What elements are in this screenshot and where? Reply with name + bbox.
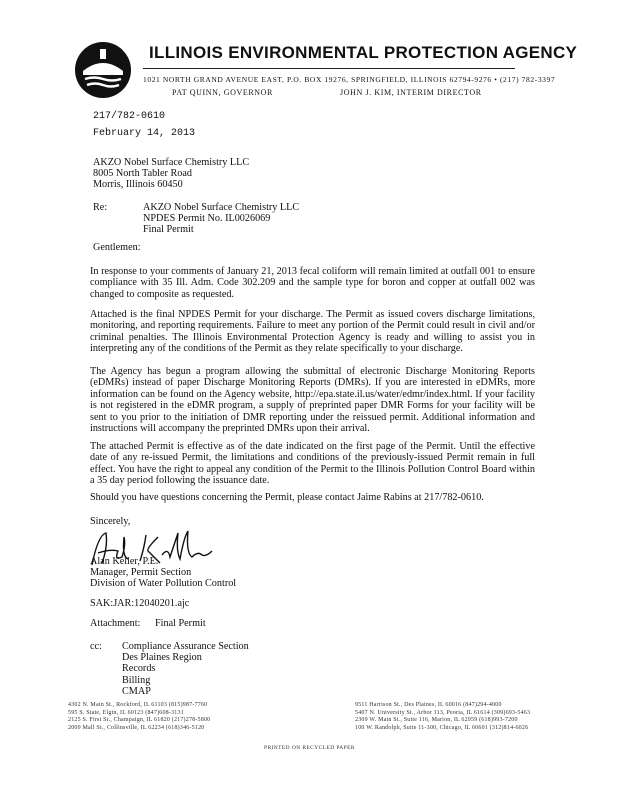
footer-office: 595 S. State, Elgin, IL 60123 (847)608-3131 <box>68 709 184 716</box>
letter-date: February 14, 2013 <box>93 128 196 139</box>
signer-line: Division of Water Pollution Control <box>90 578 237 590</box>
footer-office: 9511 Harrison St., Des Plaines, IL 60016 (847)294-4000 <box>355 702 502 708</box>
cc-item: Des Plaines Region <box>122 652 202 664</box>
footer-offices-right <box>355 702 530 732</box>
body-paragraph: In response to your comments of January 21, 2013 fecal coliform will remain limited at outfall 001 to ensure compliance with 35 Ill. Adm. Code 302.209 and the sample type for boron and copper at outfall 002 was changed to composite as requested. <box>90 266 535 300</box>
reference-initials: SAK:JAR:12040201.ajc <box>90 598 190 609</box>
re-line: AKZO Nobel Surface Chemistry LLC <box>143 202 300 213</box>
footer-office: 2009 Mall St., Collinsville, IL 62234 (618)346-5120 <box>68 724 205 731</box>
attachment-value: Final Permit <box>155 618 206 629</box>
body-paragraph: Attached is the final NPDES Permit for your discharge. The Permit as issued covers discharge limitations, monitoring, and reporting requirements. Failure to meet any portion of the Permit could result in civil and/or criminal penalties. The Illinois Environmental Protection Agency is ready and willing to assist you in interpreting any of the conditions of the Permit as they relate specifically to your discharge. <box>90 309 535 355</box>
letterhead-rule <box>143 68 515 69</box>
signer-block <box>90 556 236 590</box>
closing: Sincerely, <box>90 516 131 527</box>
cc-item: Records <box>122 663 156 675</box>
signer-line: Manager, Permit Section <box>90 567 192 579</box>
footer-office: 4302 N. Main St., Rockford, IL 61103 (815)987-7760 <box>68 702 208 708</box>
cc-label: cc: <box>90 641 102 652</box>
footer-office: 2309 W. Main St., Suite 116, Marion, IL 62959 (618)993-7200 <box>355 717 518 723</box>
footer-office: 5407 N. University St., Arbor 113, Peoria, IL 61614 (309)693-5463 <box>355 709 531 716</box>
illinois-epa-logo <box>74 41 132 99</box>
recipient-line: 8005 North Tabler Road <box>93 168 192 180</box>
governor-name: PAT QUINN, GOVERNOR <box>172 88 273 97</box>
recipient-line: Morris, Illinois 60450 <box>93 179 183 191</box>
cc-item: Billing <box>122 674 151 686</box>
signer-line: Alan Keller, P.E. <box>90 556 159 567</box>
re-label: Re: <box>93 202 108 213</box>
agency-address: 1021 NORTH GRAND AVENUE EAST, P.O. BOX 19276, SPRINGFIELD, ILLINOIS 62794-9276 • (217) 782-3397 <box>143 75 556 84</box>
director-name: JOHN J. KIM, INTERIM DIRECTOR <box>340 88 482 97</box>
cc-item: CMAP <box>122 685 151 697</box>
attachment-label: Attachment: <box>90 618 141 629</box>
body-paragraph: Should you have questions concerning the Permit, please contact Jaime Rabins at 217/782-0610. <box>90 492 484 503</box>
cc-list <box>122 641 249 697</box>
recipient-address <box>93 157 249 191</box>
body-paragraph: The Agency has begun a program allowing the submittal of electronic Discharge Monitoring Reports (eDMRs) instead of paper Discharge Monitoring Reports (DMRs). If you are interested in eDMRs, more information can be found on the Agency website, http://epa.state.il.us/water/edmr/index.html. If your facility is not registered in the eDMR program, a supply of preprinted paper DMR Forms for your facility will be sent to you prior to the initiation of DMR reporting under the reissued permit. Additional information and instructions will accompany the preprinted DMRs upon their arrival. <box>90 366 535 435</box>
recipient-line: AKZO Nobel Surface Chemistry LLC <box>93 157 250 168</box>
printed-on-recycled-note: PRINTED ON RECYCLED PAPER <box>264 745 355 751</box>
footer-office: 2125 S. First St., Champaign, IL 61820 (217)278-5800 <box>68 717 211 723</box>
body-paragraph: The attached Permit is effective as of the date indicated on the first page of the Permit. Until the effective date of any re-issued Permit, the limitations and conditions of the previously-issued Permit remain in full effect. You have the right to appeal any condition of the Permit to the Illinois Pollution Control Board within a 35 day period following the issuance date. <box>90 441 535 487</box>
agency-name: ILLINOIS ENVIRONMENTAL PROTECTION AGENCY <box>149 43 578 62</box>
cc-item: Compliance Assurance Section <box>122 641 249 652</box>
salutation: Gentlemen: <box>93 242 141 253</box>
phone-number: 217/782-0610 <box>93 111 166 122</box>
re-block <box>143 202 299 236</box>
re-line: Final Permit <box>143 224 194 236</box>
re-line: NPDES Permit No. IL0026069 <box>143 213 271 225</box>
footer-offices-left <box>68 702 210 732</box>
footer-office: 100 W. Randolph, Suite 11-300, Chicago, IL 60601 (312)814-6026 <box>355 724 529 731</box>
